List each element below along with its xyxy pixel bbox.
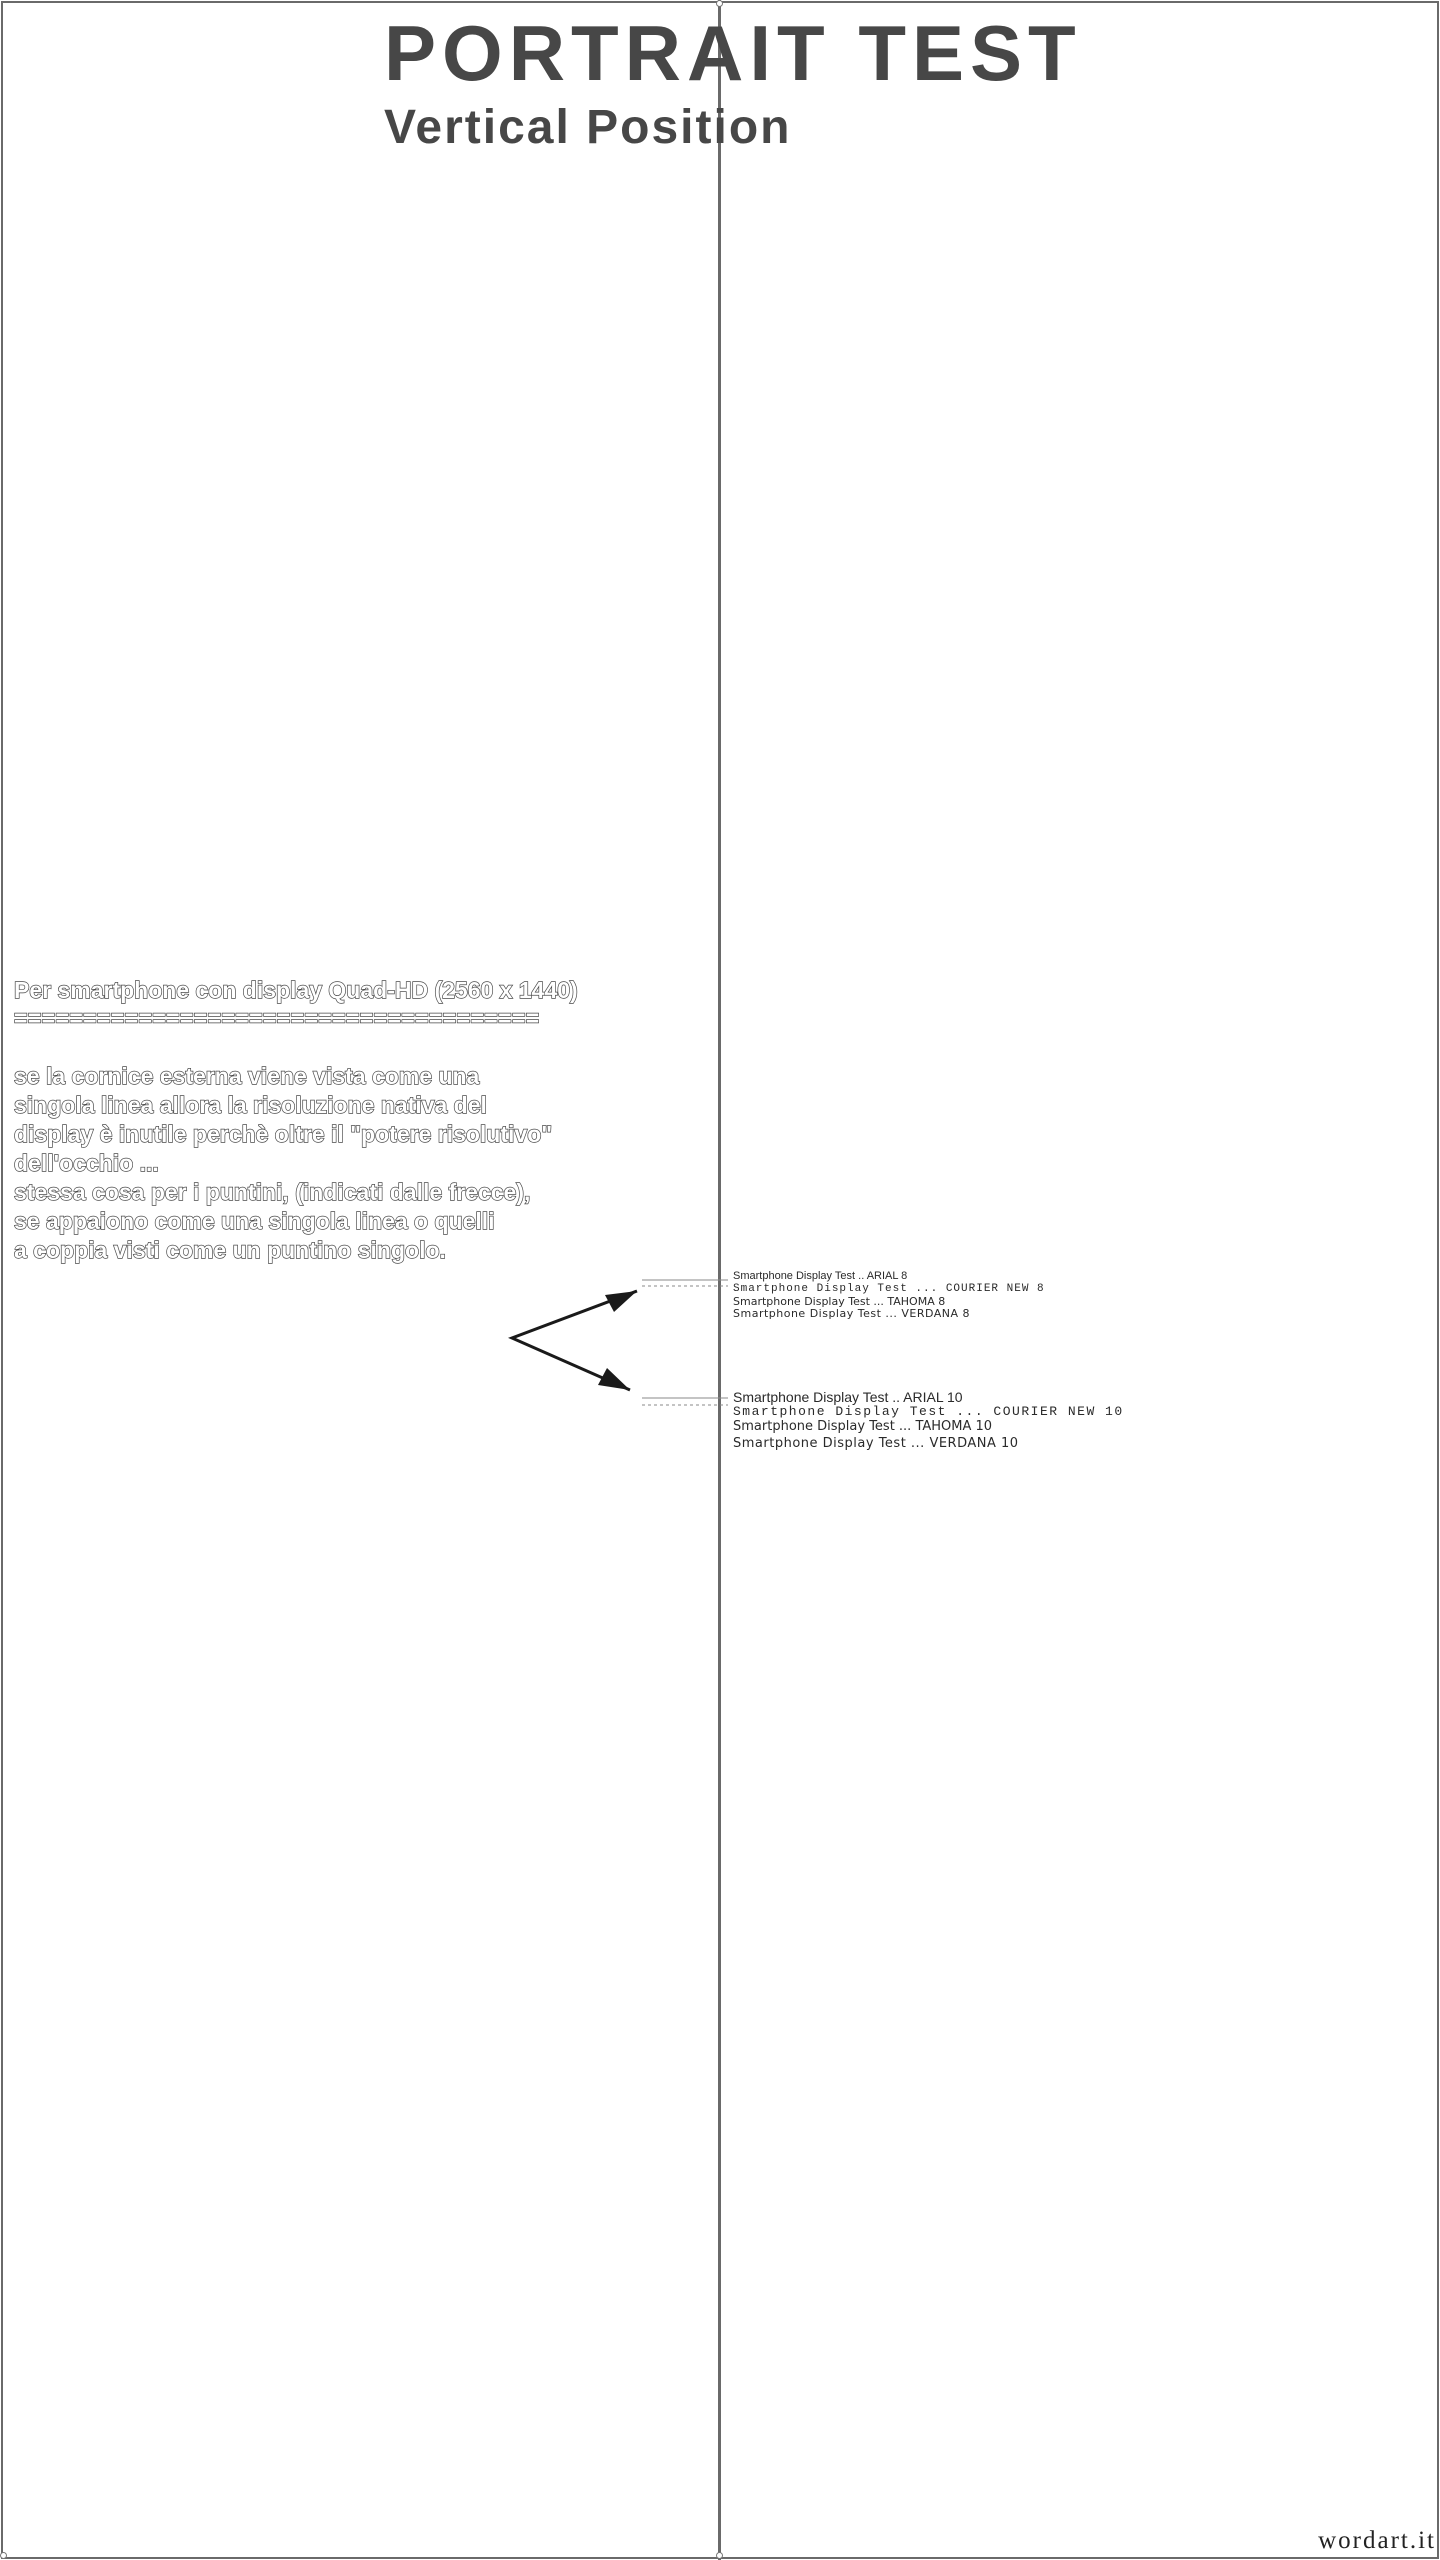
paragraph-line: singola linea allora la risoluzione nativa del <box>14 1092 487 1118</box>
display-heading: Per smartphone con display Quad-HD (2560 x 1440) <box>14 977 578 1003</box>
font-sample-tahoma-10: Smartphone Display Test ... TAHOMA 10 <box>733 1419 993 1434</box>
font-sample-verdana-10: Smartphone Display Test ... VERDANA 10 <box>733 1436 1019 1451</box>
font-sample-tahoma-8: Smartphone Display Test ... TAHOMA 8 <box>733 1295 946 1308</box>
separator-line: ====================================== <box>14 1005 540 1031</box>
font-sample-arial-8: Smartphone Display Test .. ARIAL 8 <box>733 1270 908 1282</box>
font-sample-verdana-8: Smartphone Display Test ... VERDANA 8 <box>733 1307 971 1320</box>
font-sample-courier-10: Smartphone Display Test ... COURIER NEW 10 <box>733 1404 1124 1419</box>
page-subtitle: Vertical Position <box>384 101 792 154</box>
font-sample-courier-8: Smartphone Display Test ... COURIER NEW 8 <box>733 1283 1045 1295</box>
upper-arrow-head <box>605 1291 637 1312</box>
font-sample-arial-10: Smartphone Display Test .. ARIAL 10 <box>733 1389 963 1405</box>
watermark-logo: wordart.it <box>1318 2527 1436 2554</box>
paragraph-line: se appaiono come una singola linea o quelli <box>14 1208 495 1234</box>
lower-arrow-head <box>598 1368 630 1390</box>
paragraph-line: a coppia visti come un puntino singolo. <box>14 1237 446 1263</box>
paragraph-line: se la cornice esterna viene vista come una <box>14 1063 480 1089</box>
paragraph-line: dell'occhio ... <box>14 1150 159 1176</box>
paragraph-line: stessa cosa per i puntini, (indicati dalle frecce), <box>14 1179 531 1205</box>
page-title: PORTRAIT TEST <box>384 9 1082 97</box>
paragraph-line: display è inutile perchè oltre il "potere risolutivo" <box>14 1121 553 1147</box>
